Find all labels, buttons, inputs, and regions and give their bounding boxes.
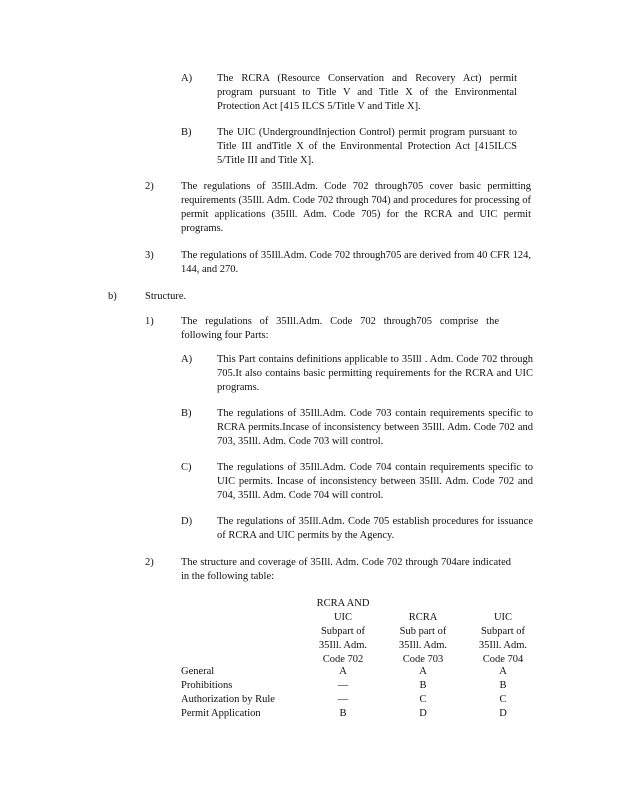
row-label: General bbox=[181, 666, 215, 677]
table-cell: B bbox=[499, 680, 507, 691]
item-label: C) bbox=[181, 462, 192, 473]
item-text: The structure and coverage of 35Ill. Adm. Code 702 through 704are indicated in the following table: bbox=[181, 557, 511, 582]
item-label: 2) bbox=[145, 557, 154, 568]
section-heading: Structure. bbox=[145, 291, 187, 302]
item-text: The regulations of 35Ill.Adm. Code 702 through705 cover basic permitting requirements (35Ill. Adm. Code 702 through 704) and procedures for processing of permit applications (35Ill. Adm. Code 705) for the RCRA and UIC permit programs. bbox=[181, 181, 531, 234]
item-text: The UIC (UndergroundInjection Control) permit program pursuant to Title III andTitle X of the Environmental Protection Act [415ILCS 5/Title III and Title X]. bbox=[217, 127, 517, 166]
item-text: The regulations of 35Ill.Adm. Code 702 through705 comprise the following four Parts: bbox=[181, 316, 499, 341]
item-text: The RCRA (Resource Conservation and Recovery Act) permit program pursuant to Title V and Title X of the Environmental Protection Act [415 ILCS 5/Title V and Title X]. bbox=[217, 73, 517, 112]
item-label: 3) bbox=[145, 250, 154, 261]
table-cell: C bbox=[419, 694, 427, 705]
table-cell: A bbox=[419, 666, 427, 677]
item-label: B) bbox=[181, 408, 192, 419]
table-header-702: RCRA AND UIC Subpart of 35Ill. Adm. Code 702 bbox=[316, 598, 370, 665]
item-label: B) bbox=[181, 127, 192, 138]
item-text: The regulations of 35Ill.Adm. Code 704 contain requirements specific to UIC permits. Incase of inconsistency between 35Ill. Adm. Code 702 and 704, 35Ill. Adm. Code 704 will control. bbox=[217, 462, 533, 501]
table-header-703: RCRA Sub part of 35Ill. Adm. Code 703 bbox=[398, 612, 448, 665]
row-label: Permit Application bbox=[181, 708, 261, 719]
item-label: D) bbox=[181, 516, 193, 527]
item-label: 2) bbox=[145, 181, 154, 192]
item-label: 1) bbox=[145, 316, 154, 327]
item-text: The regulations of 35Ill.Adm. Code 703 contain requirements specific to RCRA permits.Incase of inconsistency between 35Ill. Adm. Code 702 and 703, 35Ill. Adm. Code 703 will control. bbox=[217, 408, 533, 447]
row-label: Prohibitions bbox=[181, 680, 233, 691]
item-label: A) bbox=[181, 354, 193, 365]
table-cell: B bbox=[419, 680, 427, 691]
table-cell: D bbox=[499, 708, 507, 719]
item-label: b) bbox=[108, 291, 117, 302]
table-header-704: UIC Subpart of 35Ill. Adm. Code 704 bbox=[478, 612, 528, 665]
table-cell: B bbox=[339, 708, 347, 719]
item-text: The regulations of 35Ill.Adm. Code 702 through705 are derived from 40 CFR 124, 144, and 270. bbox=[181, 250, 531, 275]
table-cell: — bbox=[337, 680, 349, 691]
table-cell: C bbox=[499, 694, 507, 705]
item-label: A) bbox=[181, 73, 193, 84]
table-cell: A bbox=[339, 666, 347, 677]
row-label: Authorization by Rule bbox=[181, 694, 275, 705]
table-cell: A bbox=[499, 666, 507, 677]
table-cell: D bbox=[419, 708, 427, 719]
item-text: The regulations of 35Ill.Adm. Code 705 establish procedures for issuance of RCRA and UIC permits by the Agency. bbox=[217, 516, 533, 541]
table-cell: — bbox=[337, 694, 349, 705]
item-text: This Part contains definitions applicable to 35Ill . Adm. Code 702 through 705.It also contains basic permitting requirements for the RCRA and UIC programs. bbox=[217, 354, 533, 393]
